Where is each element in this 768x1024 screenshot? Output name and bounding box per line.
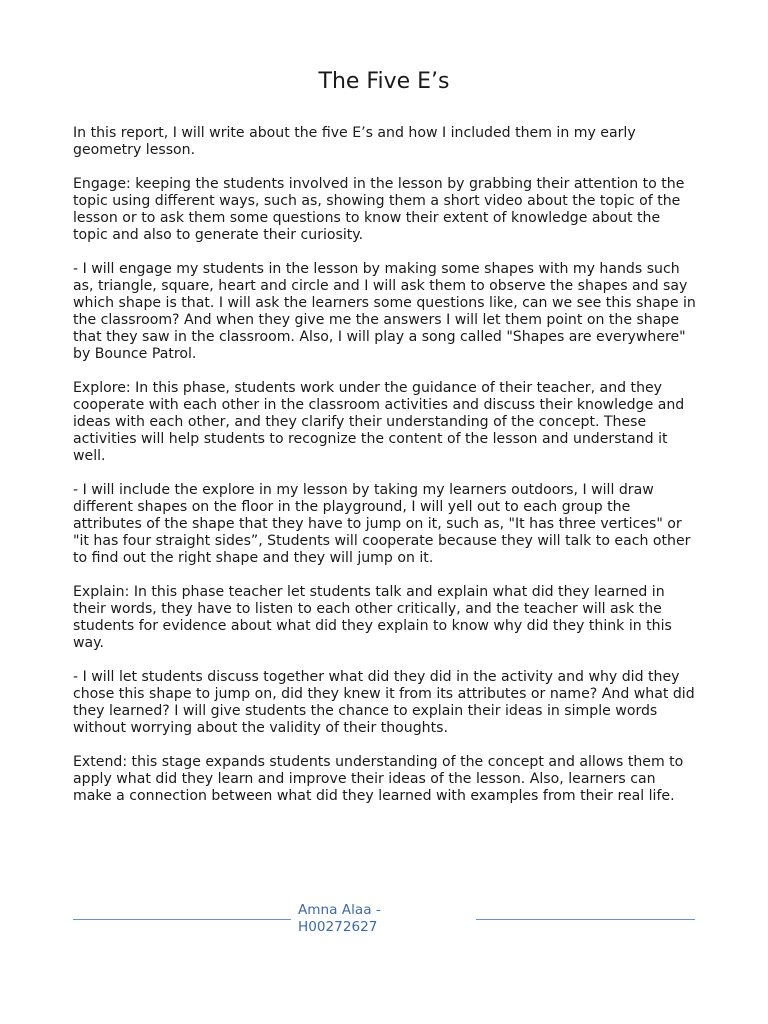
paragraph-explain: Explain: In this phase teacher let students talk and explain what did they learned in their words, they have to listen to each other critically, and the teacher will ask the students for evidence about what did they explain to know why did they think in this way. bbox=[73, 584, 672, 651]
paragraph-explore: Explore: In this phase, students work under the guidance of their teacher, and they cooperate with each other in the classroom activities and discuss their knowledge and ideas with each other, and they clarify their understanding of the concept. These activities will help students to recognize the content of the lesson and understand it well. bbox=[73, 380, 685, 464]
footer-author: Amna Alaa - H00272627 bbox=[298, 902, 381, 935]
footer-divider-left bbox=[73, 919, 291, 920]
document-title: The Five E’s bbox=[318, 69, 450, 94]
document-body bbox=[73, 125, 698, 822]
paragraph-intro: In this report, I will write about the five E’s and how I included them in my early geometry lesson. bbox=[73, 125, 636, 158]
paragraph-engage: Engage: keeping the students involved in the lesson by grabbing their attention to the topic using different ways, such as, showing them a short video about the topic of the lesson or to ask them some questions to know their extent of knowledge about the topic and also to generate their curiosity. bbox=[73, 176, 685, 243]
paragraph-explore-plan: - I will include the explore in my lesson by taking my learners outdoors, I will draw different shapes on the floor in the playground, I will yell out to each group the attributes of the shape that they have to jump on it, such as, "It has three vertices" or "it has four straight sides”, Students will cooperate because they will talk to each other to find out the right shape and they will jump on it. bbox=[73, 482, 691, 566]
footer-divider-right bbox=[476, 919, 695, 920]
paragraph-explain-plan: - I will let students discuss together what did they did in the activity and why did they chose this shape to jump on, did they knew it from its attributes or name? And what did they learned? I will give students the chance to explain their ideas in simple words without worrying about the validity of their thoughts. bbox=[73, 669, 695, 736]
paragraph-engage-plan: - I will engage my students in the lesson by making some shapes with my hands such as, triangle, square, heart and circle and I will ask them to observe the shapes and say which shape is that. I will ask the learners some questions like, can we see this shape in the classroom? And when they give me the answers I will let them point on the shape that they saw in the classroom. Also, I will play a song called "Shapes are everywhere" by Bounce Patrol. bbox=[73, 261, 696, 362]
paragraph-extend: Extend: this stage expands students understanding of the concept and allows them to apply what did they learn and improve their ideas of the lesson. Also, learners can make a connection between what did they learned with examples from their real life. bbox=[73, 754, 684, 804]
page-footer bbox=[73, 902, 695, 942]
